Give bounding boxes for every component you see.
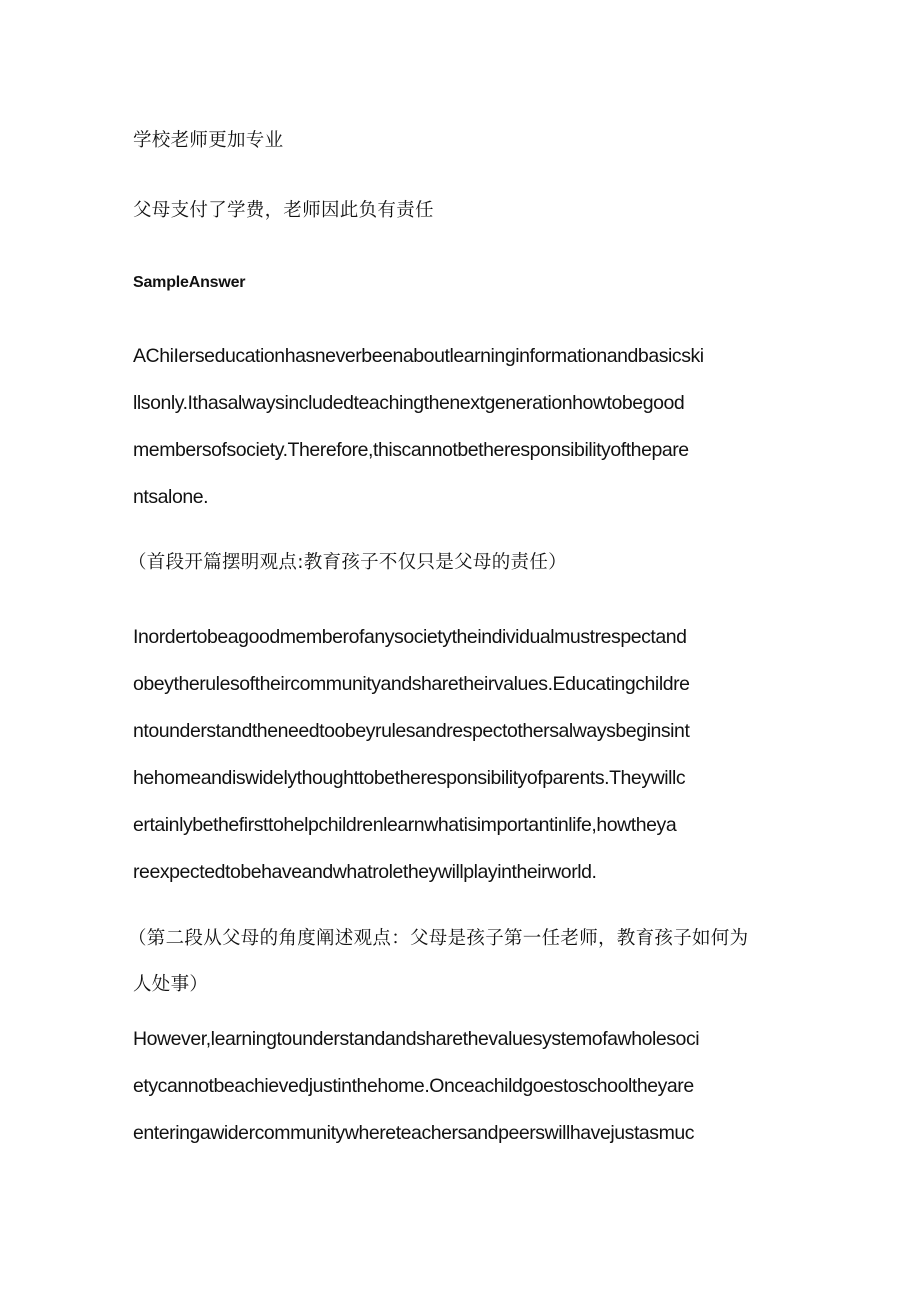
- paragraph-line: reexpectedtobehaveandwhatroletheywillplayintheirworld.: [133, 861, 597, 883]
- paragraph-line: etycannotbeachievedjustinthehome.Onceachildgoestoschooltheyare: [133, 1075, 694, 1097]
- paragraph-note: （第二段从父母的角度阐述观点：父母是孩子第一任老师，教育孩子如何为: [128, 928, 749, 949]
- argument-point: 父母支付了学费，老师因此负有责任: [133, 200, 434, 221]
- argument-point: 学校老师更加专业: [133, 130, 284, 151]
- paragraph-line: ertainlybethefirsttohelpchildrenlearnwhatisimportantinlife,howtheya: [133, 814, 677, 836]
- paragraph-line: llsonly.Ithasalwaysincludedteachingthenextgenerationhowtobegood: [133, 392, 685, 414]
- paragraph-line: ntsalone.: [133, 486, 209, 508]
- paragraph-line: ntounderstandtheneedtoobeyrulesandrespectothersalwaysbeginsint: [133, 720, 690, 742]
- paragraph-note: （首段开篇摆明观点:教育孩子不仅只是父母的责任）: [128, 552, 567, 573]
- paragraph-line: However,learningtounderstandandsharethevaluesystemofawholesoci: [133, 1028, 700, 1050]
- paragraph-line: hehomeandiswidelythoughttobetheresponsibilityofparents.Theywillc: [133, 767, 686, 789]
- paragraph-line: AChiIerseducationhasneverbeenaboutlearninginformationandbasicski: [133, 345, 704, 367]
- section-heading: SampleAnswer: [133, 274, 246, 291]
- paragraph-line: enteringawidercommunitywhereteachersandpeerswillhavejustasmuc: [133, 1122, 695, 1144]
- paragraph-line: obeytherulesoftheircommunityandsharetheirvalues.Educatingchildre: [133, 673, 690, 695]
- paragraph-line: Inordertobeagoodmemberofanysocietytheindividualmustrespectand: [133, 626, 687, 648]
- paragraph-note: 人处事）: [133, 974, 209, 995]
- paragraph-line: membersofsociety.Therefore,thiscannotbetheresponsibilityofthepare: [133, 439, 689, 461]
